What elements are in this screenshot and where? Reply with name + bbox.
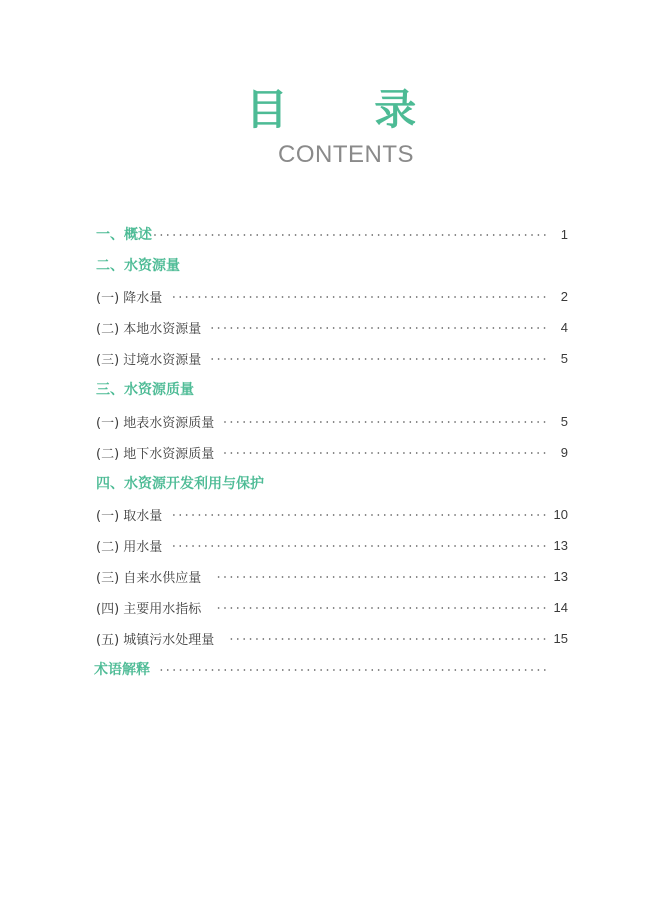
toc-label: (五) 城镇污水处理量 bbox=[96, 632, 215, 648]
toc-label: (二) 地下水资源质量 bbox=[96, 446, 215, 462]
dot-leader bbox=[207, 358, 548, 360]
toc-page-number: 4 bbox=[560, 319, 568, 335]
toc-row-surface-water-quality[interactable] bbox=[96, 410, 568, 432]
dot-leader bbox=[222, 421, 548, 423]
toc-row-local-water[interactable] bbox=[96, 316, 568, 338]
toc-label: 一、概述 bbox=[96, 227, 152, 243]
dot-leader bbox=[172, 296, 548, 298]
dot-leader bbox=[152, 234, 548, 236]
toc-row-sewage-treatment[interactable] bbox=[96, 627, 568, 649]
toc-label: 四、水资源开发利用与保护 bbox=[96, 476, 264, 492]
toc-row-groundwater-quality[interactable] bbox=[96, 441, 568, 463]
toc-row-water-use[interactable] bbox=[96, 534, 568, 556]
toc-row-water-quality[interactable] bbox=[96, 378, 568, 400]
toc-page-number: 10 bbox=[553, 506, 568, 522]
toc-page-number: 5 bbox=[560, 350, 568, 366]
toc-label: (一) 降水量 bbox=[96, 290, 163, 306]
dot-leader bbox=[160, 669, 548, 671]
dot-leader bbox=[172, 545, 548, 547]
toc-label: (一) 取水量 bbox=[96, 508, 163, 524]
toc-row-precipitation[interactable] bbox=[96, 285, 568, 307]
toc-page-number: 13 bbox=[553, 568, 568, 584]
toc-page-number: 5 bbox=[560, 413, 568, 429]
dot-leader bbox=[207, 327, 548, 329]
toc-page-number: 13 bbox=[553, 537, 568, 553]
dot-leader bbox=[222, 452, 548, 454]
toc-row-water-quantity[interactable] bbox=[96, 254, 568, 276]
toc-row-main-indicators[interactable] bbox=[96, 596, 568, 618]
toc-row-development-protection[interactable] bbox=[96, 472, 568, 494]
toc-row-glossary[interactable] bbox=[94, 658, 568, 680]
toc-page-number: 15 bbox=[553, 630, 568, 646]
toc-label: (四) 主要用水指标 bbox=[96, 601, 202, 617]
toc-page-number: 9 bbox=[560, 444, 568, 460]
dot-leader bbox=[213, 607, 548, 609]
toc-label: (二) 用水量 bbox=[96, 539, 163, 555]
toc-label: 三、水资源质量 bbox=[96, 382, 194, 398]
dot-leader bbox=[213, 576, 548, 578]
dot-leader bbox=[172, 514, 548, 516]
toc-page-number: 14 bbox=[553, 599, 568, 615]
toc-row-water-intake[interactable] bbox=[96, 503, 568, 525]
toc-row-transit-water[interactable] bbox=[96, 347, 568, 369]
toc-page-number: 1 bbox=[560, 226, 568, 242]
toc-label: 二、水资源量 bbox=[96, 258, 180, 274]
toc-row-tap-water-supply[interactable] bbox=[96, 565, 568, 587]
page-title: 目 录 bbox=[245, 85, 453, 134]
page-subtitle: CONTENTS bbox=[278, 141, 414, 168]
toc-label: (三) 过境水资源量 bbox=[96, 352, 202, 368]
toc-page-number: 2 bbox=[560, 288, 568, 304]
toc-label: (一) 地表水资源质量 bbox=[96, 415, 215, 431]
toc-label: 术语解释 bbox=[94, 662, 150, 678]
dot-leader bbox=[228, 638, 548, 640]
toc-label: (二) 本地水资源量 bbox=[96, 321, 202, 337]
toc-label: (三) 自来水供应量 bbox=[96, 570, 202, 586]
toc-row-overview[interactable] bbox=[96, 223, 568, 245]
